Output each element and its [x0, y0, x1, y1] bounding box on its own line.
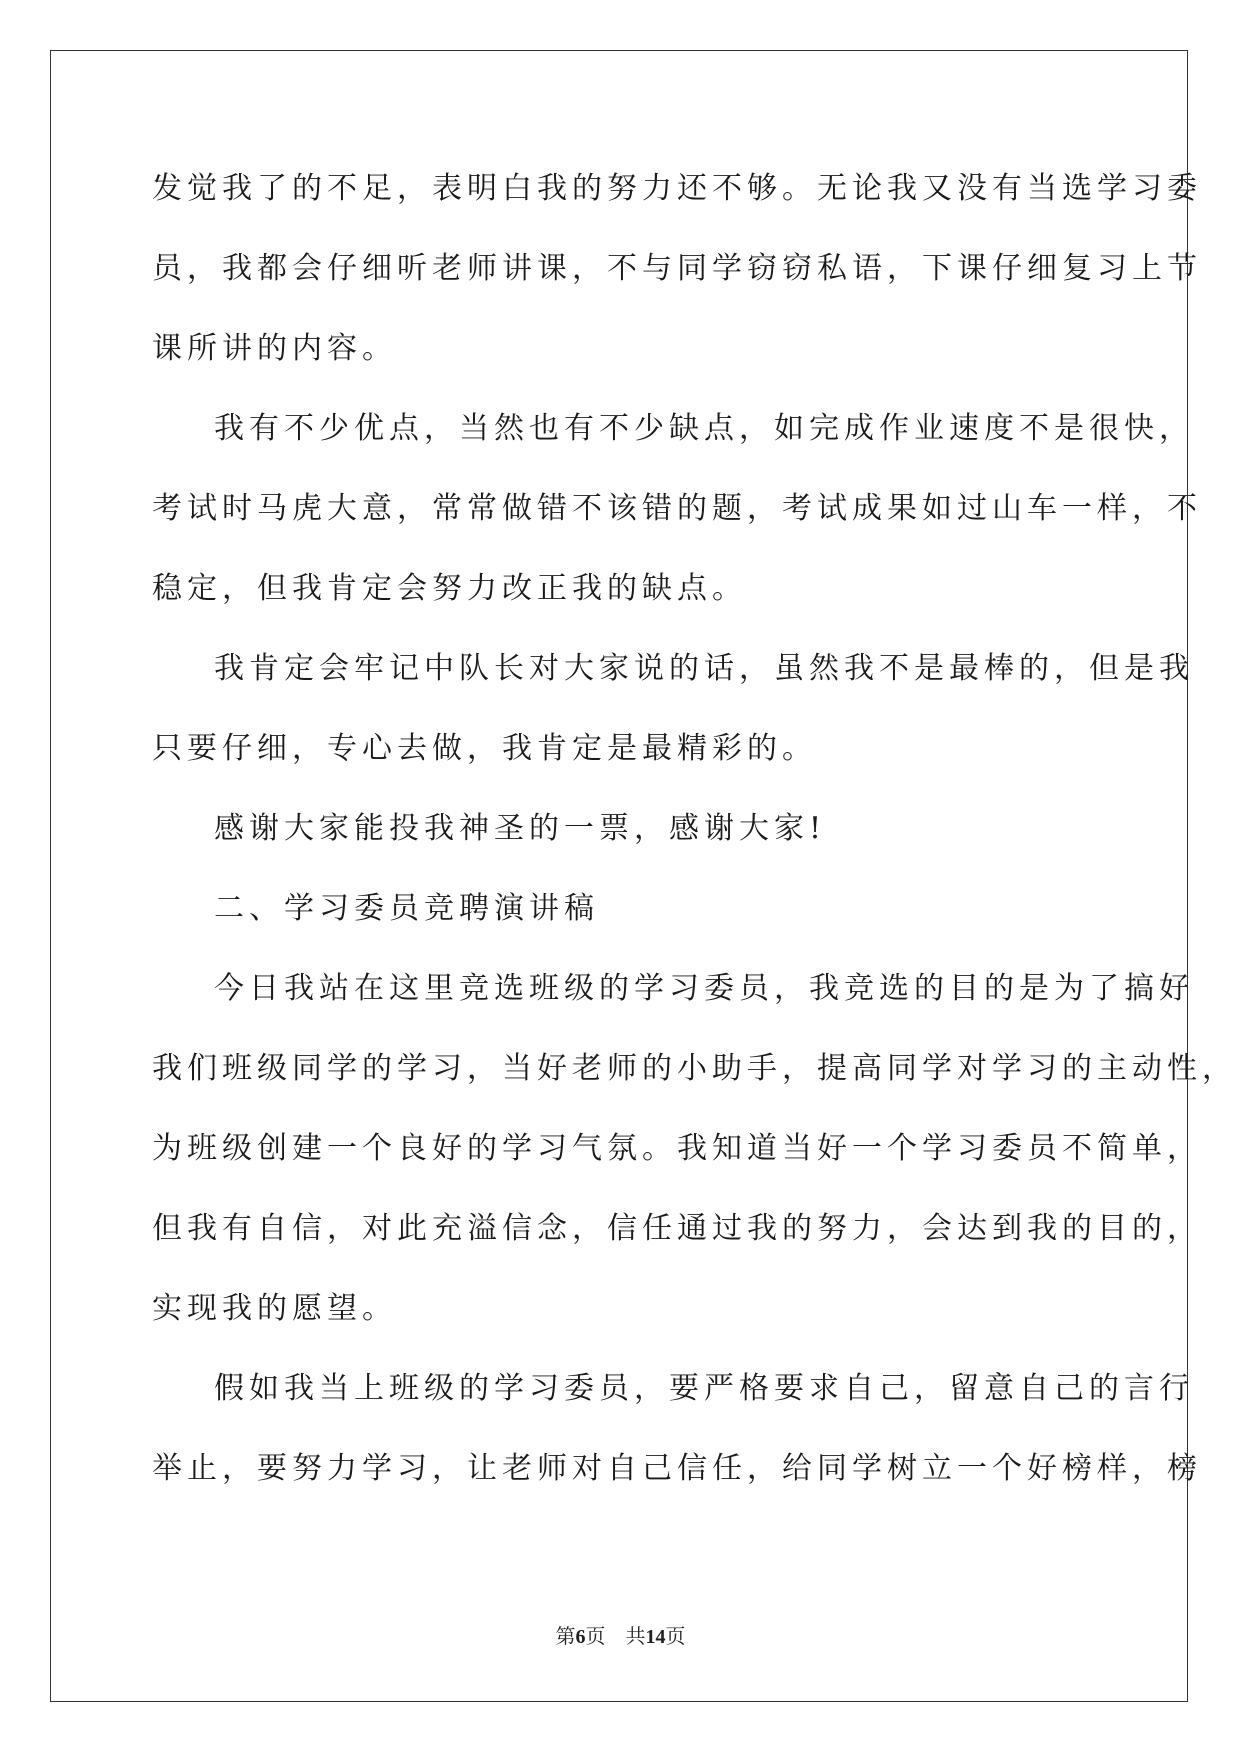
paragraph-line: 但我有自信，对此充溢信念，信任通过我的努力，会达到我的目的，: [152, 1211, 1202, 1246]
footer-page-suffix: 页: [585, 1624, 606, 1648]
paragraph-line: 发觉我了的不足，表明白我的努力还不够。无论我又没有当选学习委: [152, 171, 1202, 206]
paragraph-line: 今日我站在这里竞选班级的学习委员，我竞选的目的是为了搞好: [214, 971, 1194, 1006]
paragraph-line: 感谢大家能投我神圣的一票，感谢大家!: [214, 811, 827, 846]
paragraph-line: 考试时马虎大意，常常做错不该错的题，考试成果如过山车一样，不: [152, 491, 1202, 526]
footer-page-prefix: 第: [555, 1624, 576, 1648]
paragraph-line: 稳定，但我肯定会努力改正我的缺点。: [152, 571, 747, 606]
page-footer: [0, 1624, 1241, 1649]
paragraph-line: 实现我的愿望。: [152, 1291, 397, 1326]
paragraph-line: 我们班级同学的学习，当好老师的小助手，提高同学对学习的主动性，: [152, 1051, 1237, 1086]
section-heading: 二、学习委员竞聘演讲稿: [214, 891, 599, 926]
paragraph-line: 课所讲的内容。: [152, 331, 397, 366]
paragraph-line: 员，我都会仔细听老师讲课，不与同学窃窃私语，下课仔细复习上节: [152, 251, 1202, 286]
footer-total-suffix: 页: [665, 1624, 686, 1648]
paragraph-line: 我肯定会牢记中队长对大家说的话，虽然我不是最棒的，但是我: [214, 651, 1194, 686]
paragraph-line: 为班级创建一个良好的学习气氛。我知道当好一个学习委员不简单，: [152, 1131, 1202, 1166]
paragraph-line: 我有不少优点，当然也有不少缺点，如完成作业速度不是很快，: [214, 411, 1194, 446]
footer-total-prefix: 共: [625, 1624, 646, 1648]
footer-page-number: 6: [575, 1626, 586, 1648]
paragraph-line: 假如我当上班级的学习委员，要严格要求自己，留意自己的言行: [214, 1371, 1194, 1406]
paragraph-line: 举止，要努力学习，让老师对自己信任，给同学树立一个好榜样，榜: [152, 1451, 1202, 1486]
paragraph-line: 只要仔细，专心去做，我肯定是最精彩的。: [152, 731, 817, 766]
footer-total-pages: 14: [645, 1626, 666, 1648]
